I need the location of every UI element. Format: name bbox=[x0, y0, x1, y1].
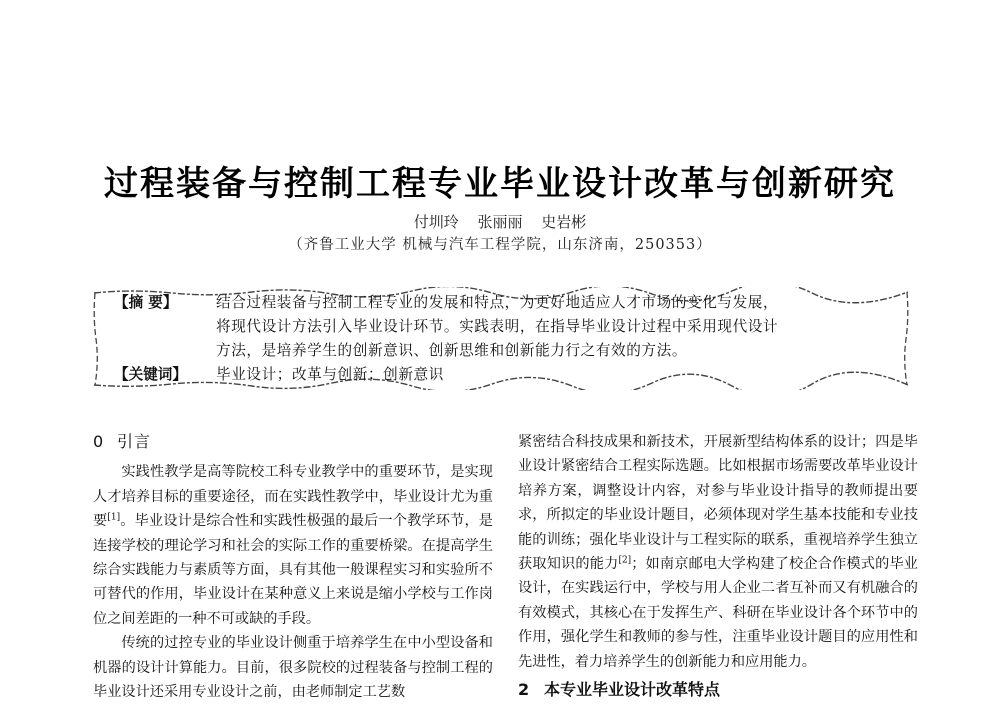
right-column bbox=[518, 430, 918, 702]
section-0-heading: 0 引言 bbox=[93, 432, 152, 451]
left-column bbox=[93, 430, 493, 704]
citation-2: [2] bbox=[618, 555, 632, 566]
paper-title: 过程装备与控制工程专业毕业设计改革与创新研究 bbox=[104, 164, 896, 204]
abstract-box bbox=[92, 287, 910, 390]
section-2-heading: 2 本专业毕业设计改革特点 bbox=[518, 680, 721, 700]
author-list: 付圳玲 张丽丽 史岩彬 bbox=[413, 213, 587, 231]
affiliation: （齐鲁工业大学 机械与汽车工程学院，山东济南，250353） bbox=[288, 237, 712, 253]
abstract-line-2: 将现代设计方法引入毕业设计环节。实践表明，在指导毕业设计过程中采用现代设计 bbox=[216, 318, 779, 335]
intro-paragraph-1: 实践性教学是高等院校工科专业教学中的重要环节，是实现人才培养目标的重要途径，而在实践性教学中，毕业设计尤为重要[1]。毕业设计是综合性和实践性极强的最后一个教学环节，是连接学校的理论学习和社会的实际工作的重要桥梁。在提高学生综合实践能力与素质等方面，具有其他一般课程实习和实验所不可替代的作用，毕业设计在某种意义上来说是缩小学校与工作岗位之间差距的一种不可或缺的手段。 bbox=[93, 464, 493, 627]
abstract-line-3: 方法，是培养学生的创新意识、创新思维和创新能力行之有效的方法。 bbox=[216, 342, 688, 359]
keywords-label: 【关键词】 bbox=[114, 366, 187, 383]
intro-paragraph-2: 传统的过控专业的毕业设计侧重于培养学生在中小型设备和机器的设计计算能力。目前，很多院校的过程装备与控制工程的毕业设计还采用专业设计之前，由老师制定工艺数 bbox=[93, 635, 493, 701]
keywords-text: 毕业设计；改革与创新；创新意识 bbox=[216, 366, 444, 383]
abstract-label: 【摘 要】 bbox=[114, 294, 178, 311]
right-paragraph: 紧密结合科技成果和新技术，开展新型结构体系的设计；四是毕业设计紧密结合工程实际选题。比如根据市场需要改革毕业设计培养方案，调整设计内容，对参与毕业设计指导的教师提出要求，所拟定的毕业设计题目，必须体现对学生基本技能和专业技能的训练；强化毕业设计与工程实际的联系，重视培养学生独立获取知识的能力[2]；如南京邮电大学构建了校企合作模式的毕业设计，在实践运行中，学校与用人企业二者互补而又有机融合的有效模式，其核心在于发挥生产、科研在毕业设计各个环节中的作用，强化学生和教师的参与性，注重毕业设计题目的应用性和先进性，着力培养学生的创新能力和应用能力。 bbox=[518, 434, 918, 670]
citation-1: [1] bbox=[107, 512, 121, 523]
abstract-line-1: 结合过程装备与控制工程专业的发展和特点，为更好地适应人才市场的变化与发展， bbox=[216, 294, 779, 311]
